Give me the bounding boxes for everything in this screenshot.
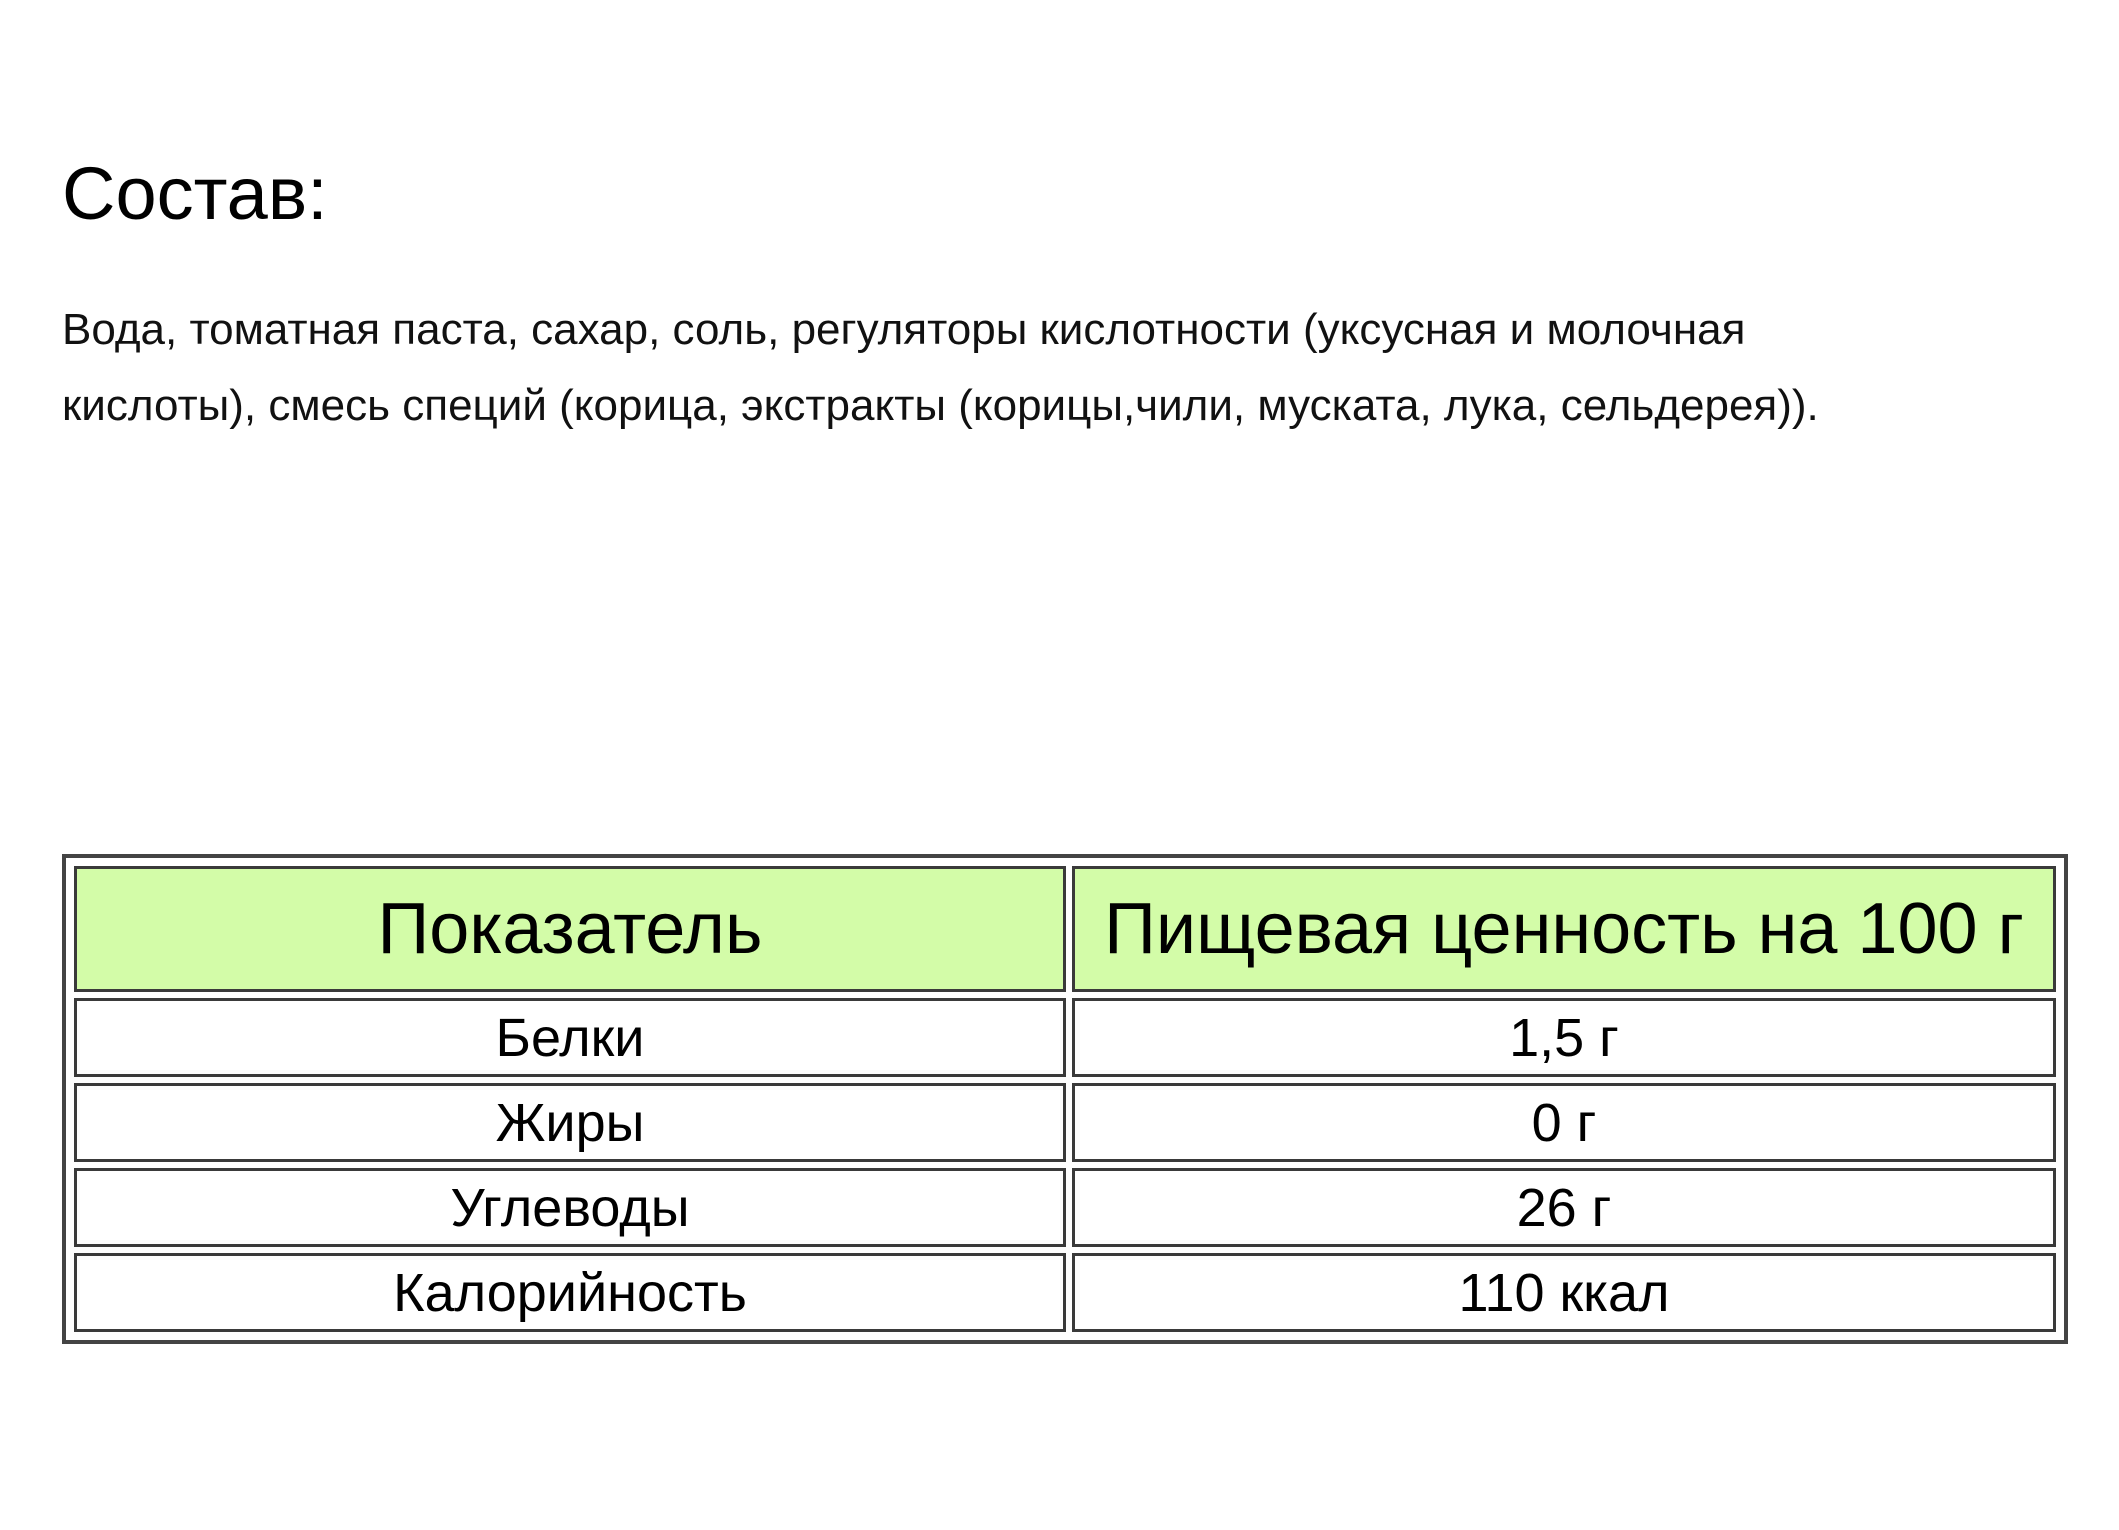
composition-heading: Состав: — [62, 152, 328, 235]
row-indicator: Калорийность — [74, 1253, 1066, 1332]
row-value: 0 г — [1072, 1083, 2056, 1162]
row-indicator: Жиры — [74, 1083, 1066, 1162]
row-indicator: Белки — [74, 998, 1066, 1077]
table-header-row — [74, 866, 2056, 992]
table-row — [74, 1253, 2056, 1332]
header-indicator: Показатель — [74, 866, 1066, 992]
row-value: 110 ккал — [1072, 1253, 2056, 1332]
row-indicator: Углеводы — [74, 1168, 1066, 1247]
row-value: 1,5 г — [1072, 998, 2056, 1077]
table-row — [74, 1083, 2056, 1162]
row-value: 26 г — [1072, 1168, 2056, 1247]
composition-line: Вода, томатная паста, сахар, соль, регуляторы кислотности (уксусная и молочная — [62, 305, 1746, 354]
nutrition-table — [62, 854, 2068, 1344]
composition-line: кислоты), смесь специй (корица, экстракты (корицы,чили, муската, лука, сельдерея)). — [62, 381, 1819, 430]
header-value: Пищевая ценность на 100 г — [1072, 866, 2056, 992]
table-row — [74, 1168, 2056, 1247]
composition-text — [62, 292, 2062, 444]
table-row — [74, 998, 2056, 1077]
